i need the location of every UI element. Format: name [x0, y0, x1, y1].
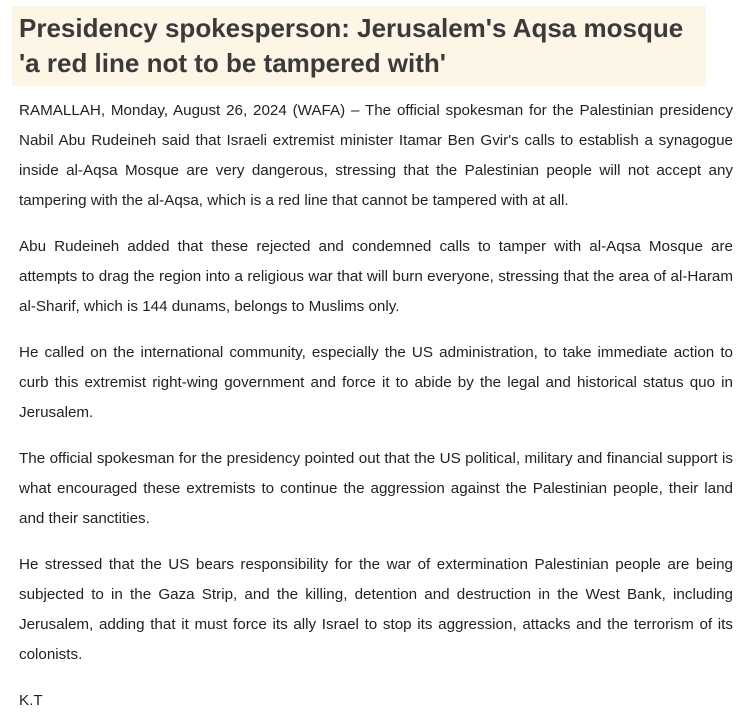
article-body	[19, 96, 733, 716]
article-paragraph-3: He called on the international community, especially the US administration, to take immediate action to curb this extremist right-wing government and force it to abide by the legal and historical status quo in Jerusalem.	[19, 344, 733, 421]
article-paragraph-4: The official spokesman for the presidency pointed out that the US political, military and financial support is what encouraged these extremists to continue the aggression against the Palestinian people, their land and their sanctities.	[19, 450, 733, 527]
article-paragraph-2: Abu Rudeineh added that these rejected and condemned calls to tamper with al-Aqsa Mosque are attempts to drag the region into a religious war that will burn everyone, stressing that the area of al-Haram al-Sharif, which is 144 dunams, belongs to Muslims only.	[19, 238, 733, 315]
article-paragraph-5: He stressed that the US bears responsibility for the war of extermination Palestinian people are being subjected to in the Gaza Strip, and the killing, detention and destruction in the West Bank, including Jerusalem, adding that it must force its ally Israel to stop its aggression, attacks and the terrorism of its colonists.	[19, 556, 733, 663]
article-headline: Presidency spokesperson: Jerusalem's Aqsa mosque 'a red line not to be tampered with'	[19, 13, 684, 78]
article-paragraph-1: RAMALLAH, Monday, August 26, 2024 (WAFA) – The official spokesman for the Palestinian presidency Nabil Abu Rudeineh said that Israeli extremist minister Itamar Ben Gvir's calls to establish a synagogue inside al-Aqsa Mosque are very dangerous, stressing that the Palestinian people will not accept any tampering with the al-Aqsa, which is a red line that cannot be tampered with at all.	[19, 102, 733, 209]
author-initials: K.T	[19, 692, 43, 709]
